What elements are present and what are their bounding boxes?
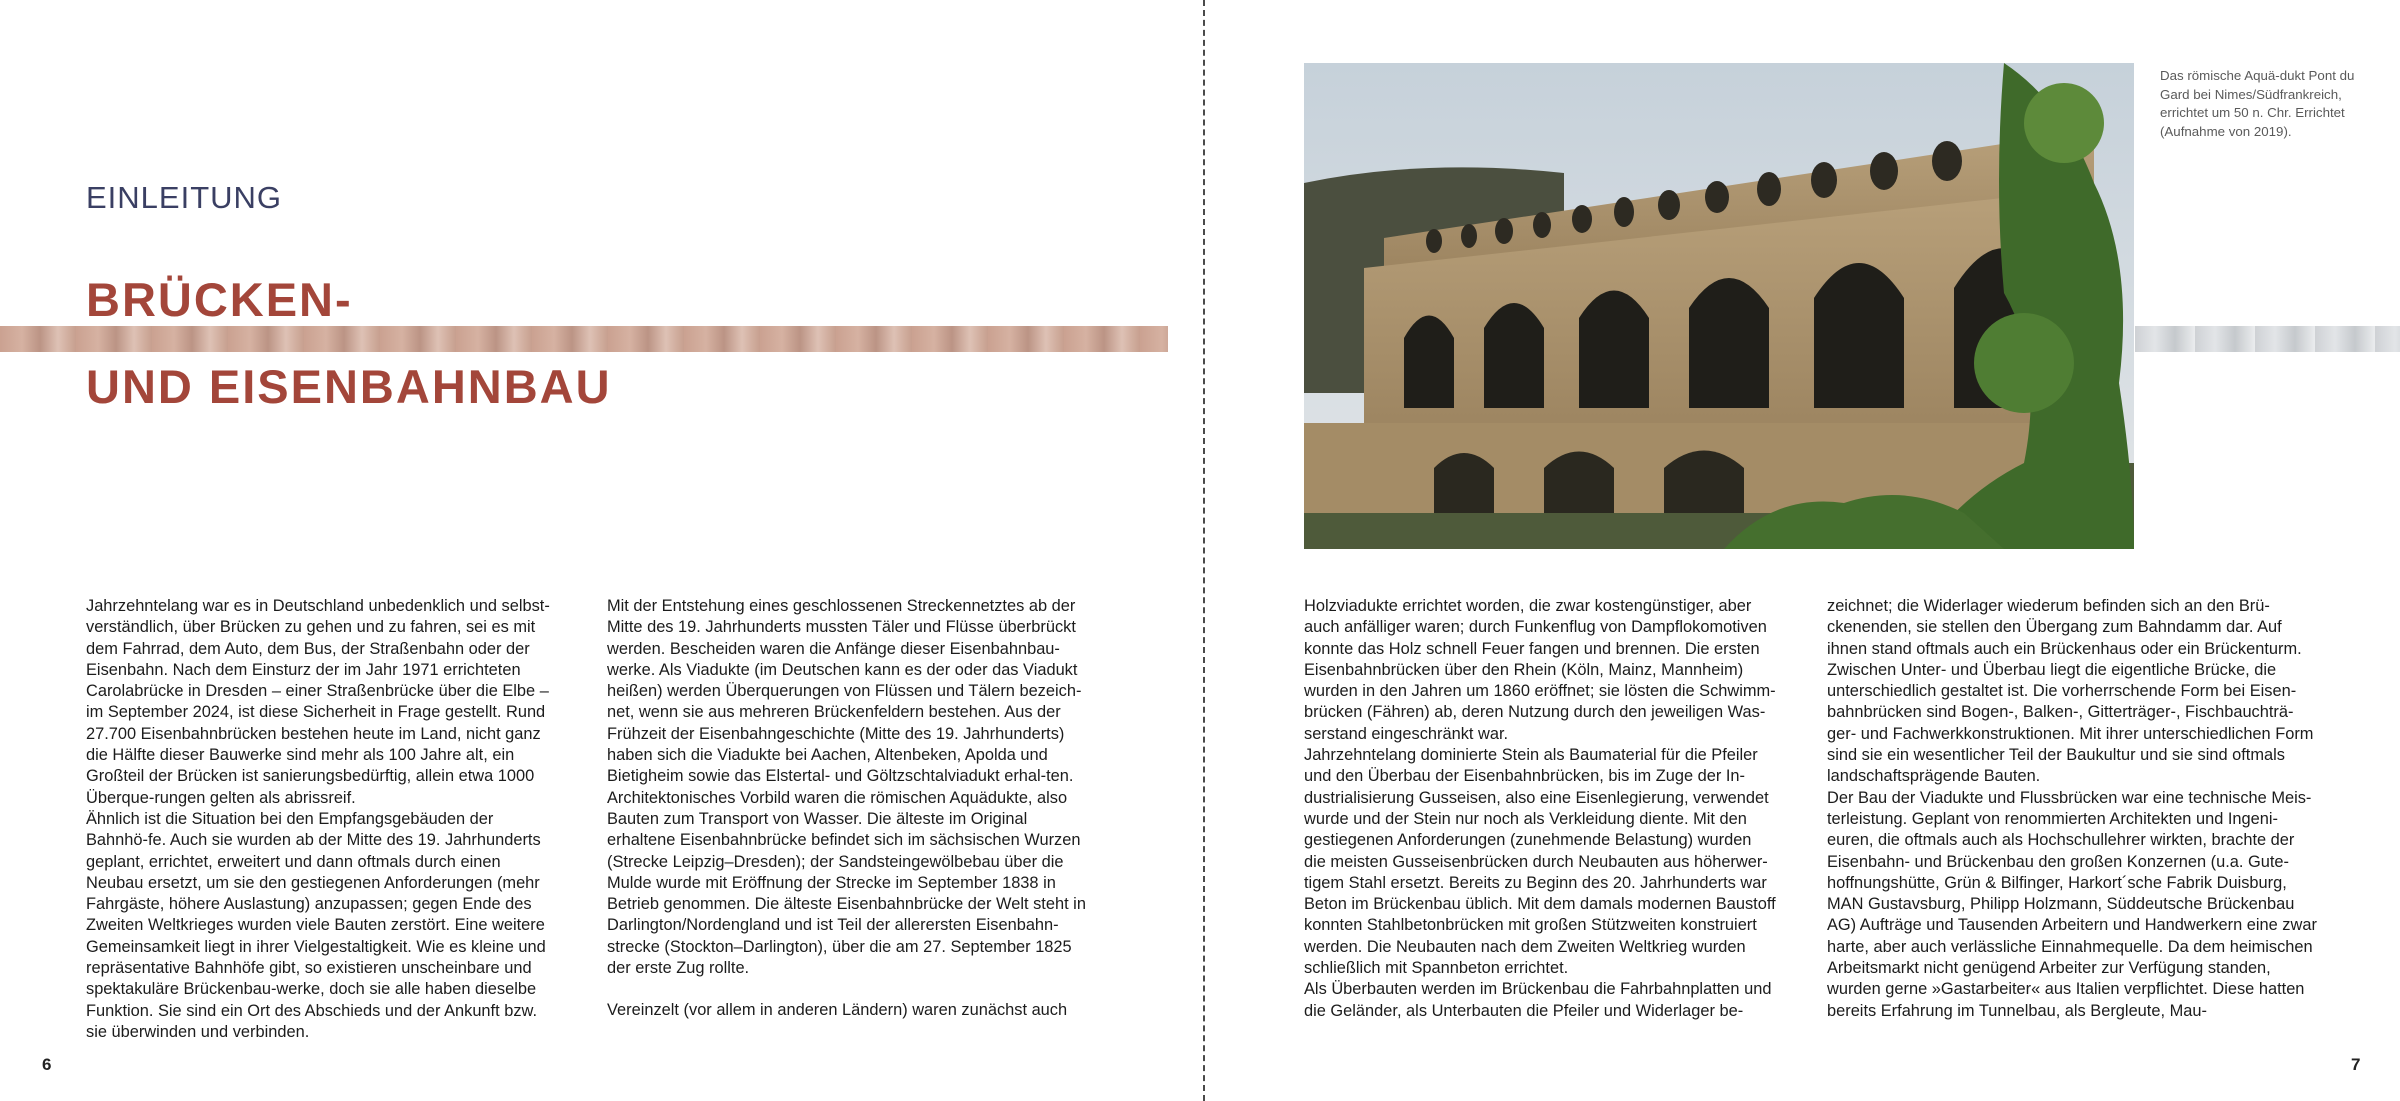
page-gutter-dashed-line (1203, 0, 1205, 1101)
text-column-1 (86, 596, 556, 1043)
paragraph: Als Überbauten werden im Brückenbau die Fahrbahnplatten und die Geländer, als Unterbauten die Pfeiler und Widerlager be- (1304, 980, 1772, 1020)
section-kicker: EINLEITUNG (86, 180, 283, 215)
page-number-right: 7 (2351, 1055, 2361, 1074)
paragraph: Holzviadukte errichtet worden, die zwar kostengünstiger, aber auch anfälliger waren; durch Funkenflug von Dampflokomotiven konnte das Holz schnell Feuer fangen und brennen. Die ersten Eisenbahnbrücken über den Rhein (Köln, Mainz, Mannheim) wurden in den Jahren um 1860 eröffnet; sie lösten die Schwimm-brücken (Fähren) ab, deren Nutzung durch den jeweiligen Was-serstand eingeschränkt war. (1304, 597, 1776, 743)
paragraph: Ähnlich ist die Situation bei den Empfangsgebäuden der Bahnhö-fe. Auch sie wurden ab der Mitte des 19. Jahrhunderts geplant, errichtet, erweitert und dann oftmals durch einen Neubau ersetzt, um sie den gestiegenen Anforderungen (mehr Fahrgäste, höhere Auslastung) anzupassen; gegen Ende des Zweiten Weltkrieges wurden viele Bauten zerstört. Eine weitere Gemeinsamkeit liegt in ihrer Vielgestaltigkeit. Wie es kleine und repräsentative Bahnhöfe gibt, so existieren unscheinbare und spektakuläre Brückenbau-werke, doch sie alle haben dieselbe Funktion. Sie sind ein Ort des Abschieds und der Ankunft bzw. sie überwinden und verbinden. (86, 809, 546, 1041)
aqueduct-photo (1304, 63, 2134, 549)
paragraph: Jahrzehntelang dominierte Stein als Baumaterial für die Pfeiler und den Überbau der Eisenbahnbrücken, bis im Zuge der In-dustrialisierung Gusseisen, also eine Eisenlegierung, verwendet wurde und der Stein nur noch als Verkleidung diente. Mit den gestiegenen Anforderungen (zunehmende Belastung) wurden die meisten Gusseisenbrücken durch Neubauten aus höherwer-tigem Stahl ersetzt. Bereits zu Beginn des 20. Jahrhunderts war Beton im Brückenbau üblich. Mit dem damals modernen Baustoff konnten Stahlbetonbrücken mit großen Stützweiten konstruiert werden. Die Neubauten nach dem Zweiten Weltkrieg wurden schließlich mit Spannbeton errichtet. (1304, 746, 1776, 978)
chapter-title-line-2: UND EISENBAHNBAU (86, 360, 612, 413)
photo-caption: Das römische Aquä-dukt Pont du Gard bei Nimes/Südfrankreich, errichtet um 50 n. Chr. Errichtet (Aufnahme von 2019). (2160, 68, 2355, 139)
paragraph: Mit der Entstehung eines geschlossenen Streckennetztes ab der Mitte des 19. Jahrhunderts mussten Täler und Flüsse überbrückt werden. Bescheiden waren die Anfänge dieser Eisenbahnbau-werke. Als Viadukte (im Deutschen kann es der oder das Viadukt heißen) werden Überquerungen von Flüssen und Tälern bezeich-net, wenn sie aus mehreren Brückenfeldern bestehen. Aus der Frühzeit der Eisenbahngeschichte (Mitte des 19. Jahrhunderts) haben sich die Viadukte bei Aachen, Altenbeken, Apolda und Bietigheim sowie das Elstertal- und Göltzschtalviadukt erhal-ten. Architektonisches Vorbild waren die römischen Aquädukte, also Bauten zum Transport von Wasser. Die älteste im Original erhaltene Eisenbahnbrücke befindet sich im sächsischen Wurzen (Strecke Leipzig–Dresden); der Sandsteingewölbebau über die Mulde wurde mit Eröffnung der Strecke im September 1838 in Betrieb genommen. Die älteste Eisenbahnbrücke der Welt steht in Darlington/Nordengland und ist Teil der allerersten Eisenbahn-strecke (Stockton–Darlington), über die am 27. September 1825 der erste Zug rollte. (607, 597, 1086, 978)
page-number-left: 6 (42, 1055, 52, 1074)
decorative-brick-band (0, 326, 1168, 352)
paragraph: zeichnet; die Widerlager wiederum befinden sich an den Brü-ckenenden, sie stellen den Übergang zum Bahndamm dar. Auf ihnen stand oftmals auch ein Brückenhaus oder ein Brückenturm. Zwischen Unter- und Überbau liegt die eigentliche Brücke, die unterschiedlich gestaltet ist. Die vorherrschende Form bei Eisen-bahnbrücken sind Bogen-, Balken-, Gitterträger-, Fischbauchträ-ger- und Fachwerkkonstruktionen. Mit ihrer unterschiedlichen Form sind sie ein wesentlicher Teil der Baukultur und sie sind oftmals landschaftsprägende Bauten. (1827, 597, 2314, 786)
paragraph: Jahrzehntelang war es in Deutschland unbedenklich und selbst-verständlich, über Brücken zu gehen und zu fahren, sei es mit dem Fahrrad, dem Auto, dem Bus, der Straßenbahn oder der Eisenbahn. Nach dem Einsturz der im Jahr 1971 errichteten Carolabrücke in Dresden – einer Straßenbrücke über die Elbe – im September 2024, ist diese Sicherheit in Frage gestellt. Rund 27.700 Eisenbahnbrücken bestehen heute im Land, nicht ganz die Hälfte dieser Bauwerke sind mehr als 100 Jahre alt, ein Großteil der Brücken ist sanierungsbedürftig, allein etwa 1000 Überque-rungen gelten als abrissreif. (86, 597, 550, 807)
paragraph: Der Bau der Viadukte und Flussbrücken war eine technische Meis-terleistung. Geplant von renommierten Architekten und Ingeni-euren, die oftmals auch als Hochschullehrer wirkten, brachte der Eisenbahn- und Brückenbau den großen Konzernen (u.a. Gute-hoffnungshütte, Grün & Bilfinger, Harkort´sche Fabrik Duisburg, MAN Gustavsburg, Philipp Holzmann, Süddeutsche Brückenbau AG) Aufträge und Tausenden Arbeitern und Handwerkern eine zwar harte, aber auch verlässliche Einnahmequelle. Da dem heimischen Arbeitsmarkt nicht genügend Arbeiter zur Verfügung standen, wurden gerne »Gastarbeiter« aus Italien verpflichtet. Diese hatten bereits Erfahrung im Tunnelbau, als Bergleute, Mau- (1827, 788, 2317, 1020)
decorative-band-right (2135, 326, 2400, 352)
text-column-2 (607, 596, 1091, 1022)
paragraph: Vereinzelt (vor allem in anderen Ländern) waren zunächst auch (607, 1001, 1068, 1020)
text-column-4 (1827, 596, 2318, 1022)
text-column-3 (1304, 596, 1777, 1022)
aqueduct-illustration (1304, 63, 2134, 549)
chapter-title-line-1: BRÜCKEN- (86, 273, 353, 326)
